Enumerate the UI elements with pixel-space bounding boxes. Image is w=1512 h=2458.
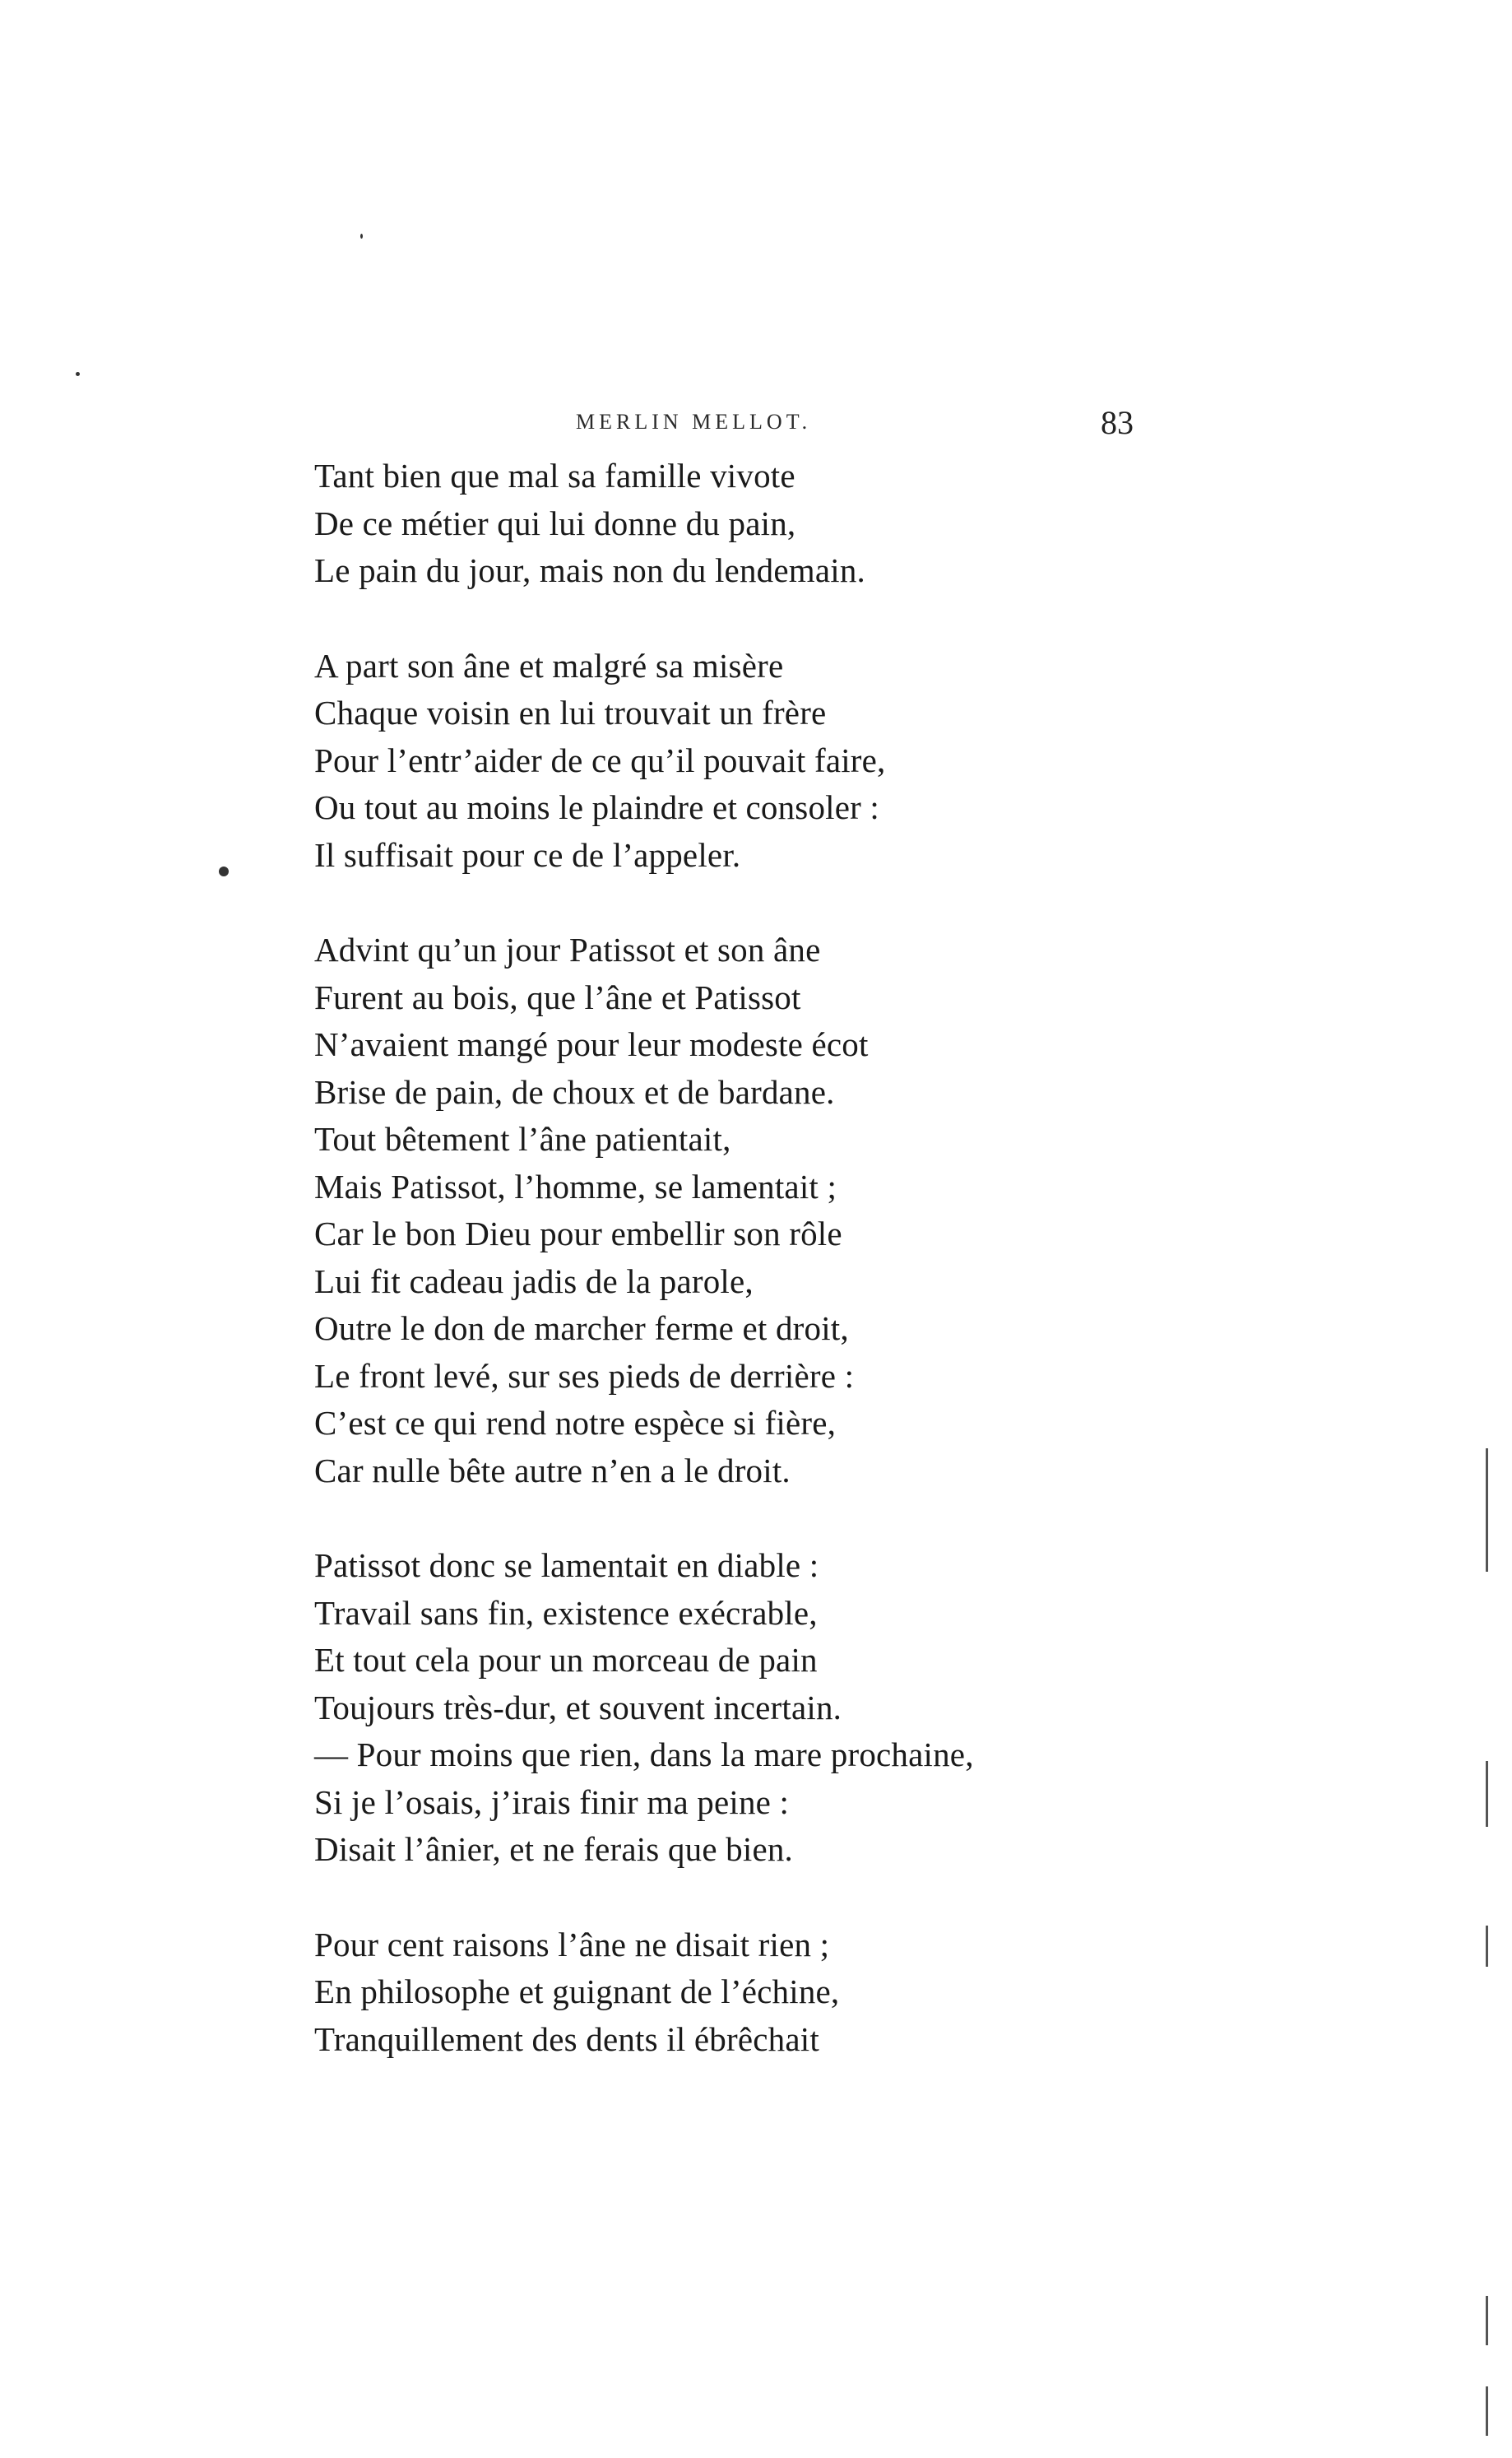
scan-edge-mark: [1486, 1926, 1488, 1967]
verse-line: Tout bêtement l’âne patientait,: [314, 1120, 731, 1158]
scan-edge-mark: [1486, 1761, 1488, 1827]
verse-line: Car le bon Dieu pour embellir son rôle: [314, 1215, 842, 1252]
running-head: [0, 403, 1512, 453]
scan-edge-mark: [1486, 2386, 1488, 2436]
scan-speck: [360, 234, 363, 239]
verse-line: Et tout cela pour un morceau de pain: [314, 1641, 818, 1679]
verse-line: Lui fit cadeau jadis de la parole,: [314, 1262, 754, 1300]
verse-line: De ce métier qui lui donne du pain,: [314, 504, 796, 542]
verse-line: Disait l’ânier, et ne ferais que bien.: [314, 1830, 794, 1868]
verse-line: — Pour moins que rien, dans la mare prochaine,: [314, 1735, 974, 1773]
verse-line: Ou tout au moins le plaindre et consoler :: [314, 788, 880, 826]
verse-line: Il suffisait pour ce de l’appeler.: [314, 835, 741, 874]
verse-line: N’avaient mangé pour leur modeste écot: [314, 1025, 869, 1063]
verse-line: Car nulle bête autre n’en a le droit.: [314, 1451, 791, 1489]
scan-speck: [219, 867, 229, 876]
stanza: [314, 453, 1137, 595]
verse-line: Tant bien que mal sa famille vivote: [314, 457, 795, 495]
verse-line: Mais Patissot, l’homme, se lamentait ;: [314, 1167, 837, 1206]
page-number: 83: [1101, 404, 1134, 441]
scan-edge-mark: [1486, 2296, 1488, 2345]
stanza: [314, 927, 1137, 1494]
verse-line: Pour cent raisons l’âne ne disait rien ;: [314, 1925, 830, 1963]
verse-line: Outre le don de marcher ferme et droit,: [314, 1309, 849, 1347]
stanza: [314, 1542, 1137, 1874]
verse-line: C’est ce qui rend notre espèce si fière,: [314, 1404, 837, 1442]
verse-line: Tranquillement des dents il ébrêchait: [314, 2019, 819, 2058]
scan-edge-mark: [1486, 1448, 1488, 1572]
scan-speck: [76, 372, 80, 376]
verse-line: Le front levé, sur ses pieds de derrière :: [314, 1356, 855, 1395]
verse-line: Travail sans fin, existence exécrable,: [314, 1593, 818, 1632]
stanza: [314, 643, 1137, 880]
verse-line: A part son âne et malgré sa misère: [314, 646, 784, 685]
verse-line: Brise de pain, de choux et de bardane.: [314, 1072, 835, 1111]
verse-line: Furent au bois, que l’âne et Patissot: [314, 978, 801, 1016]
verse-line: En philosophe et guignant de l’échine,: [314, 1972, 840, 2010]
verse-line: Chaque voisin en lui trouvait un frère: [314, 694, 827, 732]
verse-line: Patissot donc se lamentait en diable :: [314, 1546, 819, 1584]
verse-line: Toujours très-dur, et souvent incertain.: [314, 1688, 842, 1726]
verse-line: Si je l’osais, j’irais finir ma peine :: [314, 1782, 790, 1821]
stanza: [314, 1921, 1137, 2064]
running-title: MERLIN MELLOT.: [576, 410, 812, 434]
verse-line: Pour l’entr’aider de ce qu’il pouvait faire,: [314, 741, 886, 779]
verse-line: Advint qu’un jour Patissot et son âne: [314, 931, 821, 969]
verse-line: Le pain du jour, mais non du lendemain.: [314, 551, 865, 589]
poem-body: [314, 453, 1137, 2063]
